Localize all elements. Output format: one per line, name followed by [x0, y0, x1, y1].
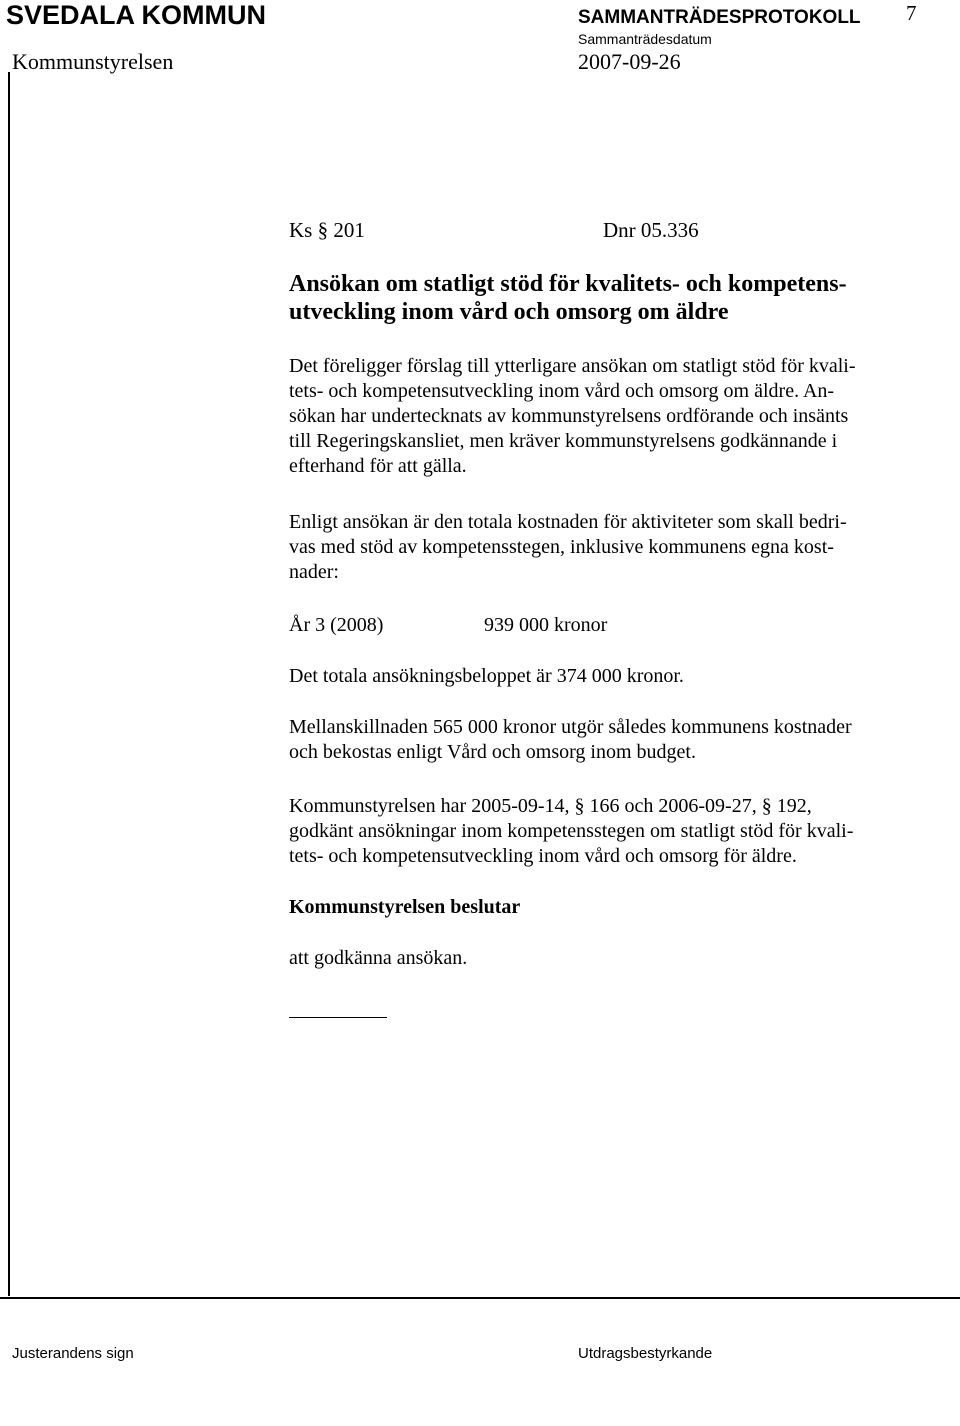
title-line: utveckling inom vård och omsorg om äldre	[289, 299, 729, 325]
text-line: efterhand för att gälla.	[289, 455, 467, 477]
paragraph-5	[289, 794, 853, 869]
paragraph-2	[289, 510, 847, 585]
text-line: godkänt ansökningar inom kompetensstegen om statligt stöd för kvali-	[289, 820, 854, 842]
case-dnr-reference: Dnr 05.336	[603, 218, 699, 242]
text-line: tets- och kompetensutveckling inom vård och omsorg för äldre.	[289, 845, 797, 867]
paragraph-1	[289, 354, 856, 479]
text-line: nader:	[289, 561, 339, 583]
text-line: Mellanskillnaden 565 000 kronor utgör således kommunens kostnader	[289, 716, 852, 738]
footer-divider	[0, 1297, 960, 1299]
meeting-date: 2007-09-26	[578, 49, 681, 74]
footer-utdragsbestyrkande: Utdragsbestyrkande	[578, 1345, 713, 1362]
text-line: till Regeringskansliet, men kräver kommunstyrelsens godkännande i	[289, 430, 838, 452]
closing-rule	[289, 1017, 387, 1018]
paragraph-3: Det totala ansökningsbeloppet är 374 000 kronor.	[289, 665, 684, 687]
decision-heading: Kommunstyrelsen beslutar	[289, 896, 521, 918]
left-margin-line	[8, 72, 10, 1296]
text-line: och bekostas enligt Vård och omsorg inom budget.	[289, 741, 696, 763]
cost-year: År 3 (2008)	[289, 614, 384, 636]
paragraph-4	[289, 715, 852, 765]
text-line: Kommunstyrelsen har 2005-09-14, § 166 och 2006-09-27, § 192,	[289, 795, 812, 817]
text-line: tets- och kompetensutveckling inom vård och omsorg om äldre. An-	[289, 380, 835, 402]
case-ks-reference: Ks § 201	[289, 218, 365, 242]
page-number: 7	[906, 1, 917, 25]
text-line: sökan har undertecknats av kommunstyrelsens ordförande och insänts	[289, 405, 849, 427]
document-type: SAMMANTRÄDESPROTOKOLL	[578, 7, 861, 28]
title-line: Ansökan om statligt stöd för kvalitets- och kompetens-	[289, 271, 847, 297]
page-title	[289, 270, 847, 326]
decision-text: att godkänna ansökan.	[289, 947, 468, 969]
text-line: Det föreligger förslag till ytterligare ansökan om statligt stöd för kvali-	[289, 355, 856, 377]
footer-justerandens-sign: Justerandens sign	[12, 1345, 134, 1362]
organization-name: SVEDALA KOMMUN	[6, 0, 266, 30]
date-label: Sammanträdesdatum	[578, 31, 712, 47]
department-name: Kommunstyrelsen	[12, 49, 174, 74]
text-line: Enligt ansökan är den totala kostnaden för aktiviteter som skall bedri-	[289, 511, 847, 533]
text-line: vas med stöd av kompetensstegen, inklusive kommunens egna kost-	[289, 536, 834, 558]
cost-amount: 939 000 kronor	[484, 614, 608, 636]
